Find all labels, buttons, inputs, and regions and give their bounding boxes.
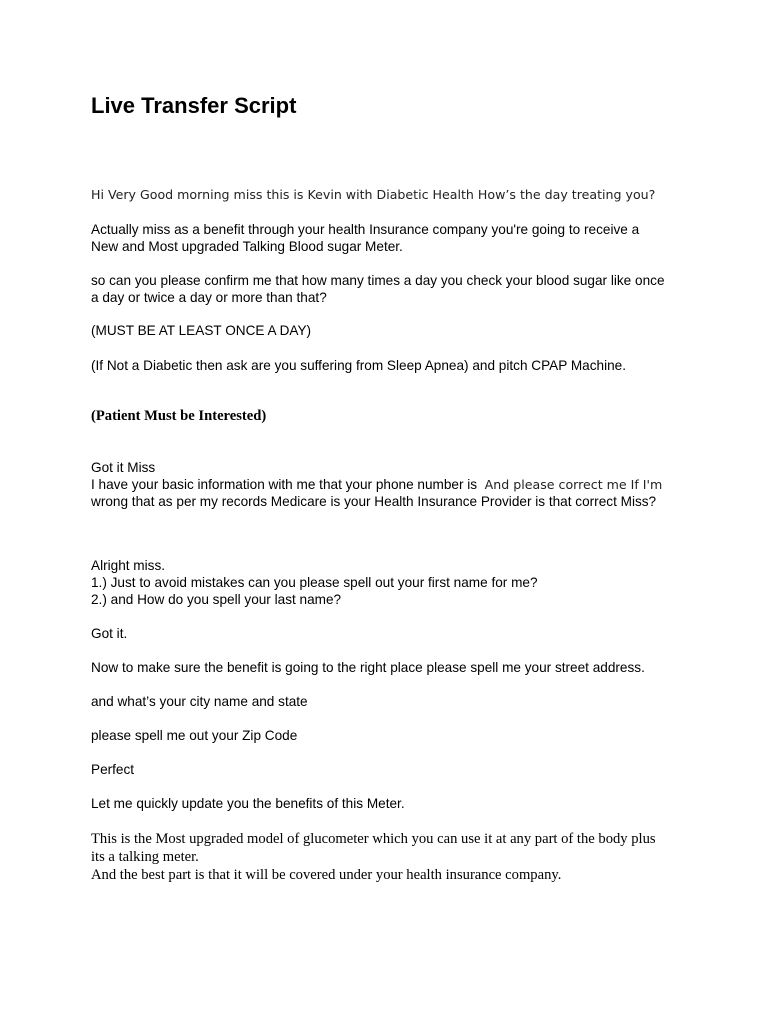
confirm-line-2: a day or twice a day or more than that? (91, 290, 327, 305)
got-it-miss-line: Got it Miss (91, 460, 156, 475)
must-once-note: (MUST BE AT LEAST ONCE A DAY) (91, 323, 312, 338)
basic-info-part-a: I have your basic information with me that your phone number is (91, 477, 478, 492)
covered-line: And the best part is that it will be covered under your health insurance company. (91, 867, 562, 883)
zip-code-text: please spell me out your Zip Code (91, 728, 298, 743)
not-diabetic-note: (If Not a Diabetic then ask are you suffering from Sleep Apnea) and pitch CPAP Machine. (91, 358, 626, 373)
step-2-line: 2.) and How do you spell your last name? (91, 592, 342, 607)
basic-info-paragraph (91, 459, 662, 510)
confirm-paragraph (91, 272, 665, 306)
step-1-line: 1.) Just to avoid mistakes can you please spell out your first name for me? (91, 575, 538, 590)
greeting-text: Hi Very Good morning miss this is Kevin with Diabetic Health How’s the day treating you? (91, 187, 656, 202)
benefit-line-2: New and Most upgraded Talking Blood sugar Meter. (91, 239, 403, 254)
got-it-text: Got it. (91, 626, 128, 641)
patient-interested-heading: (Patient Must be Interested) (91, 408, 267, 424)
alright-line: Alright miss. (91, 558, 166, 573)
confirm-line-1: so can you please confirm me that how many times a day you check your blood sugar like once (91, 273, 665, 288)
city-state-text: and what’s your city name and state (91, 694, 308, 709)
basic-info-part-b: And please correct me If I'm (484, 477, 663, 492)
basic-info-line-2: wrong that as per my records Medicare is your Health Insurance Provider is that correct Miss? (91, 494, 657, 509)
model-paragraph (91, 830, 656, 884)
street-address-text: Now to make sure the benefit is going to the right place please spell me your street address. (91, 660, 645, 675)
page-title: Live Transfer Script (91, 93, 297, 118)
basic-info-line-1 (91, 476, 662, 493)
perfect-text: Perfect (91, 762, 135, 777)
model-line-2: its a talking meter. (91, 849, 199, 865)
benefit-line-1: Actually miss as a benefit through your health Insurance company you're going to receive a (91, 222, 640, 237)
name-paragraph (91, 557, 538, 608)
benefit-paragraph (91, 221, 639, 255)
update-benefits-text: Let me quickly update you the benefits of this Meter. (91, 796, 405, 811)
model-line-1: This is the Most upgraded model of glucometer which you can use it at any part of the body plus (91, 831, 656, 847)
